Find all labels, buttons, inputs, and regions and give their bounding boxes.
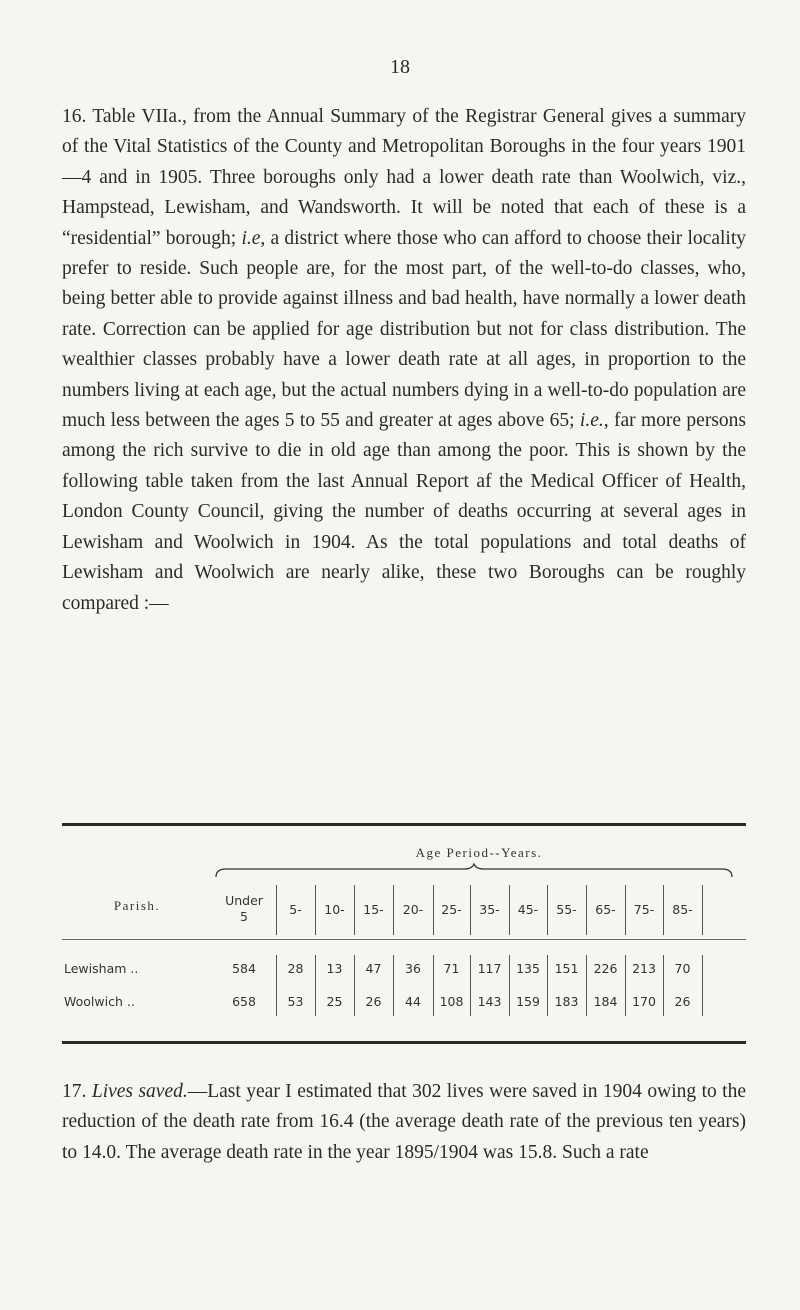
- table-cell: 71: [443, 961, 460, 976]
- paragraph-text: —Last year I estimated that 302 lives were saved in 1904 owing to the reduction of the death rate from 16.4 (the average death rate of the previous ten years) to 14.0. The average death rate in the year 1895/1904 was 15.8. Such a rate: [62, 1081, 747, 1163]
- table-cell: 108: [439, 994, 464, 1009]
- table-top-rule: [62, 823, 746, 826]
- table-cell: 658: [232, 994, 256, 1009]
- table-cell: 44: [405, 994, 421, 1009]
- table-cell: 25: [326, 994, 343, 1009]
- paragraph-text-lead: Table VIIa., from the Annual Summary of the Registrar General gives a summary of the Vital Statistics of the County and Metropolitan Boroughs in the four years 1901—4 and in 1905. Three boroughs only had a lower death rate than Woolwich, viz., Hampstead, Lewisham, and Wandsworth. It will be noted that each of these is a “residential” borough;: [62, 106, 746, 249]
- column-header: 85-: [672, 902, 693, 917]
- header-brace: [214, 863, 734, 879]
- table-cell: 183: [554, 994, 579, 1009]
- table-cell: 184: [593, 994, 618, 1009]
- page-number: 18: [390, 56, 410, 78]
- table-cell: 36: [405, 961, 421, 976]
- parish-name: Woolwich ..: [64, 994, 135, 1009]
- paragraph-17: [62, 1077, 746, 1168]
- paragraph-abbrev-ie-2: i.e.: [579, 410, 604, 432]
- paragraph-16: [62, 102, 746, 619]
- parish-header: Parish.: [113, 898, 161, 913]
- table-cell: 226: [593, 961, 618, 976]
- column-header: 45-: [517, 902, 539, 917]
- column-header: 10-: [324, 902, 345, 917]
- column-header: 65-: [595, 902, 616, 917]
- header-rule: [62, 939, 746, 940]
- paragraph-number: 17.: [62, 1081, 87, 1102]
- column-header: Under 5: [225, 893, 263, 924]
- column-header: 5-: [289, 902, 302, 917]
- paragraph-text-rest: , a district where those who can afford to choose their locality prefer to reside. Such people are, for the most part, of the well-to-do classes, who, being better able to provide against illness and bad health, have normally a lower death rate. Correction can be applied for age distribution but not for class distribution. The wealthier classes probably have a lower death rate at all ages, in proportion to the numbers living at each age, but the actual numbers dying in a well-to-do population are much less between the ages 5 to 55 and greater at ages above 65;: [62, 227, 746, 432]
- table-cell: 151: [554, 961, 579, 976]
- table-bottom-rule: [62, 1041, 746, 1044]
- column-header: 25-: [441, 902, 462, 917]
- column-header: 75-: [633, 902, 655, 917]
- table-cell: 28: [287, 961, 304, 976]
- table-cell: 143: [477, 994, 502, 1009]
- column-header: 55-: [556, 902, 577, 917]
- column-header: 15-: [363, 902, 384, 917]
- table-cell: 13: [326, 961, 343, 976]
- table-cell: 584: [232, 961, 256, 976]
- table-cell: 213: [632, 961, 656, 976]
- paragraph-title: Lives saved.: [91, 1081, 188, 1102]
- table-cell: 70: [674, 961, 691, 976]
- column-header: 20-: [402, 902, 424, 917]
- table-cell: 53: [287, 994, 304, 1009]
- table-cell: 170: [632, 994, 656, 1009]
- parish-name: Lewisham ..: [64, 961, 139, 976]
- table-cell: 135: [516, 961, 540, 976]
- column-divider: [702, 885, 703, 935]
- age-period-header: Age Period--Years.: [415, 845, 543, 860]
- table-cell: 26: [674, 994, 691, 1009]
- paragraph-text-rest-2: , far more persons among the rich survive to die in old age than among the poor. This is shown by the following table taken from the last Annual Report af the Medical Officer of Health, London County Council, giving the number of deaths occurring at several ages in Lewisham and Woolwich in 1904. As the total populations and total deaths of Lewisham and Woolwich are nearly alike, these two Boroughs can be roughly compared :—: [62, 410, 746, 614]
- column-header: 35-: [479, 902, 500, 917]
- table-cell: 117: [477, 961, 502, 976]
- table-cell: 26: [365, 994, 382, 1009]
- paragraph-number: 16.: [62, 106, 87, 127]
- paragraph-abbrev-ie: i.e: [241, 227, 261, 249]
- table-cell: 47: [365, 961, 382, 976]
- table-cell: 159: [516, 994, 540, 1009]
- column-divider: [702, 955, 703, 1016]
